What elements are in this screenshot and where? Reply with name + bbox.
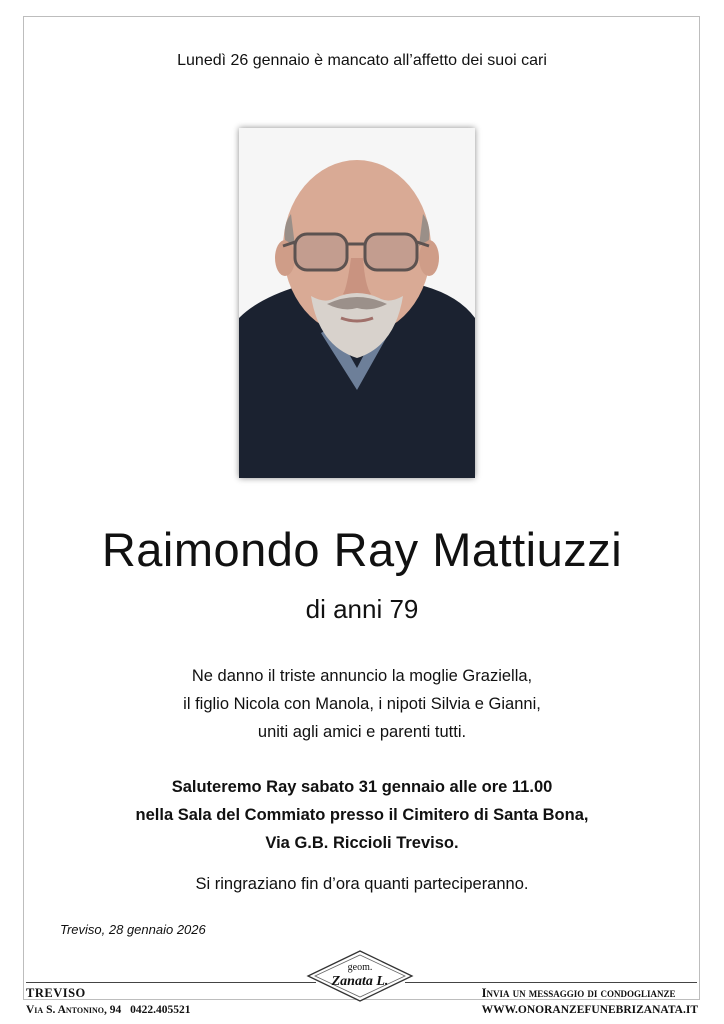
announcement-text (0, 662, 724, 746)
ceremony-line: Saluteremo Ray sabato 31 gennaio alle ore 11.00 (171, 778, 553, 796)
footer-phone: 0422.405521 (130, 1004, 191, 1016)
announcement-line: Ne danno il triste annuncio la moglie Graziella, (191, 667, 533, 685)
footer-city: TREVISO (26, 986, 86, 1000)
thanks-line: Si ringraziano fin d’ora quanti parteciperanno. (195, 875, 529, 893)
deceased-photo (239, 128, 475, 478)
logo-geom: geom. (347, 962, 373, 973)
announcement-line: uniti agli amici e parenti tutti. (257, 723, 467, 741)
announcement-line: il figlio Nicola con Manola, i nipoti Silvia e Gianni, (183, 695, 541, 713)
deceased-age: di anni 79 (305, 594, 419, 624)
footer-address: Via S. Antonino, 94 (26, 1004, 122, 1016)
condolence-message-link[interactable]: Invia un messaggio di condoglianze (481, 986, 676, 1000)
footer-contact-block (482, 985, 698, 1019)
footer-divider-right (405, 982, 697, 983)
dateline: Treviso, 28 gennaio 2026 (60, 922, 206, 937)
intro-line: Lunedì 26 gennaio è mancato all’affetto dei suoi cari (177, 52, 547, 69)
ceremony-line: Via G.B. Riccioli Treviso. (265, 834, 459, 852)
logo-name: Zanata L. (331, 974, 389, 989)
website-link[interactable]: WWW.ONORANZEFUNEBRIZANATA.IT (481, 1004, 698, 1016)
footer-divider-left (26, 982, 316, 983)
company-logo (305, 948, 415, 1004)
footer-address-block (26, 985, 190, 1019)
deceased-name: Raimondo Ray Mattiuzzi (101, 523, 623, 576)
ceremony-line: nella Sala del Commiato presso il Cimitero di Santa Bona, (135, 806, 589, 824)
ceremony-text (0, 773, 724, 857)
